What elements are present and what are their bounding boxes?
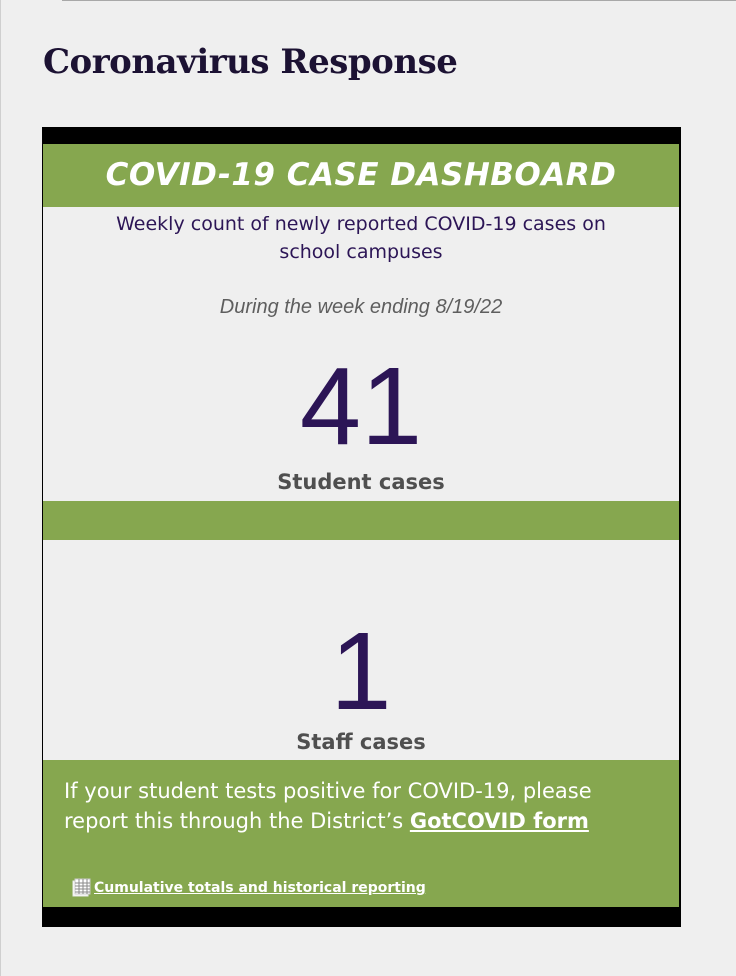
cumulative-totals-link[interactable]: Cumulative totals and historical reporting (94, 880, 426, 896)
student-cases-count: 41 (299, 345, 423, 468)
dashboard-subtitle: Weekly count of newly reported COVID-19 cases on school campuses (116, 213, 606, 263)
top-divider (62, 0, 736, 1)
table-icon[interactable] (71, 878, 91, 898)
staff-cases-label: Staff cases (296, 730, 426, 754)
week-ending-label: During the week ending 8/19/22 (219, 296, 503, 318)
history-row (71, 878, 426, 898)
report-instructions-text: If your student tests positive for COVID-19, please report this through the District’s (64, 779, 592, 833)
dashboard-title: COVID-19 CASE DASHBOARD (105, 157, 617, 193)
dashboard-panel (43, 144, 679, 907)
student-cases-label: Student cases (277, 470, 445, 494)
left-divider (0, 0, 1, 976)
divider-band (43, 501, 679, 540)
staff-cases-count: 1 (330, 610, 392, 733)
dashboard-header-band (43, 144, 679, 207)
report-instructions (64, 776, 639, 836)
gotcovid-form-link[interactable]: GotCOVID form (409, 809, 589, 833)
covid-dashboard (42, 127, 681, 927)
page-title: Coronavirus Response (43, 42, 458, 82)
dashboard-footer-band (43, 760, 679, 907)
